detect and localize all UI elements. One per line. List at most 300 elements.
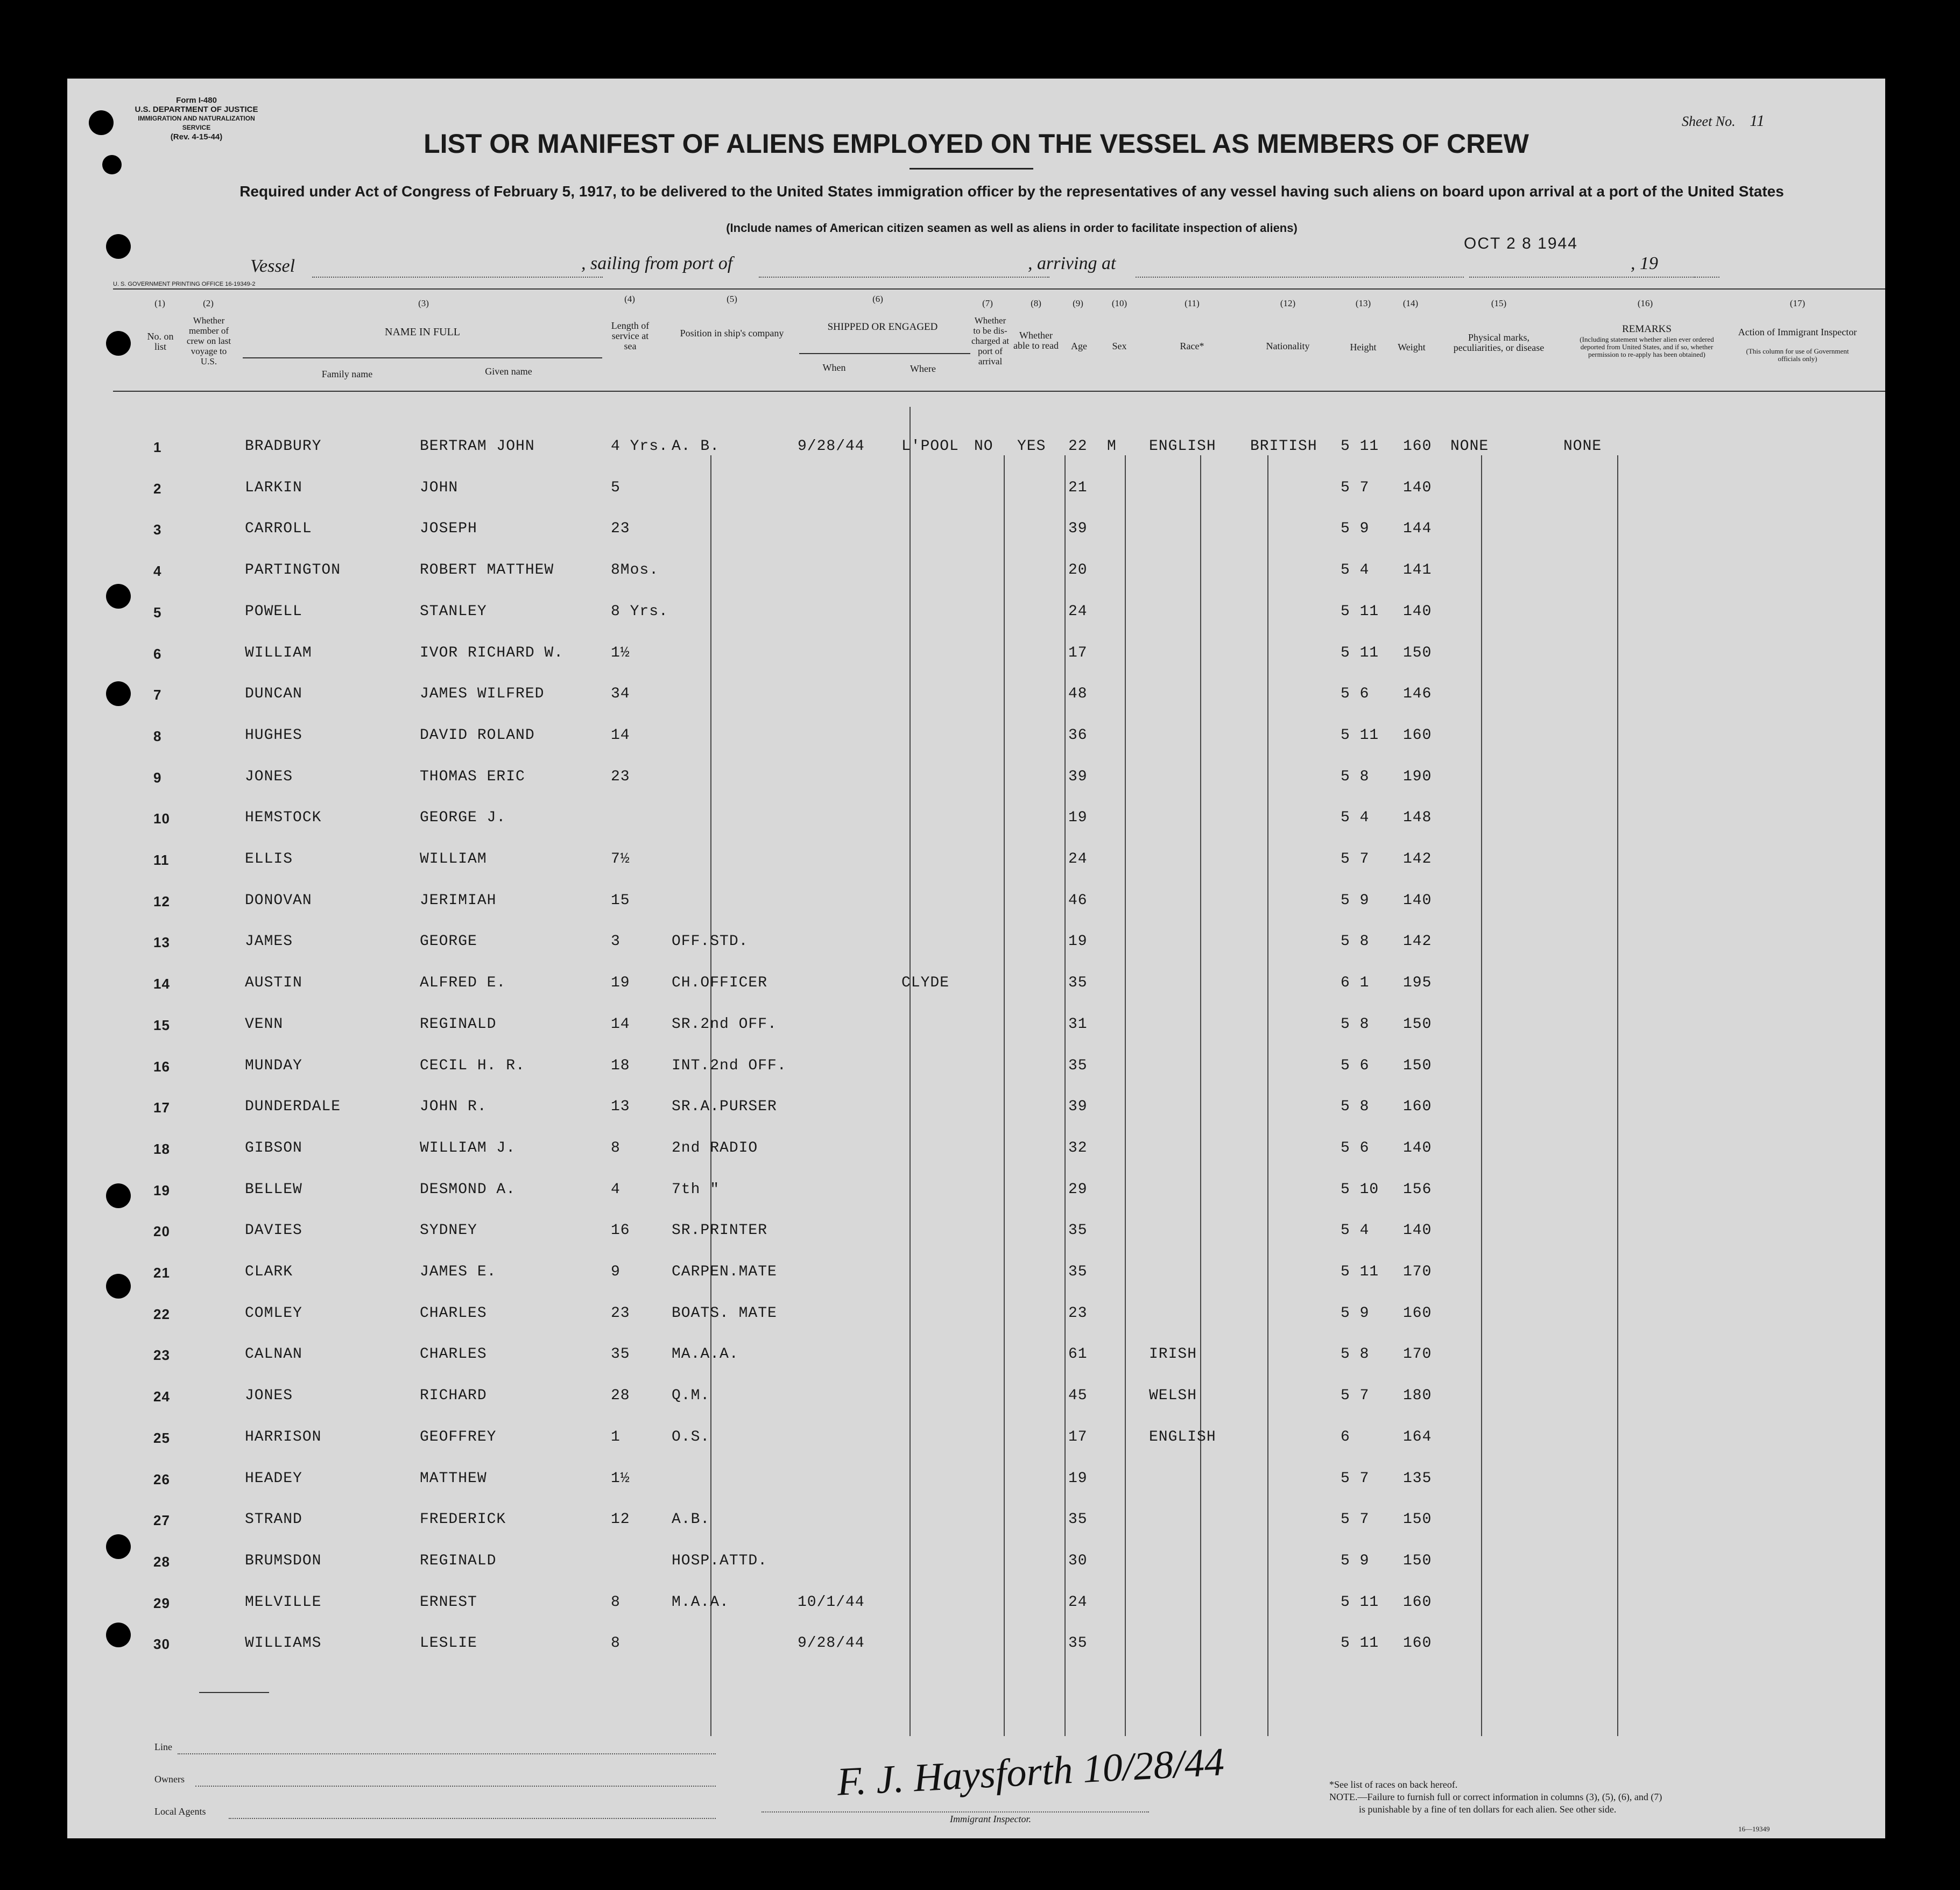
cell-length-of-service: 4	[611, 1181, 621, 1198]
header-race: Race*	[1180, 341, 1204, 351]
cell-position: SR.2nd OFF.	[672, 1015, 777, 1033]
cell-row-number: 19	[153, 1182, 170, 1198]
note-failure: NOTE.—Failure to furnish full or correct information in columns (3), (5), (6), and (7)	[1329, 1792, 1662, 1802]
cell-weight: 160	[1403, 1593, 1432, 1611]
date-dotted-line	[1469, 277, 1695, 278]
hole	[106, 331, 131, 356]
colnum-14: (14)	[1402, 298, 1419, 308]
cell-row-number: 29	[153, 1595, 170, 1611]
cell-given-name: MATTHEW	[420, 1470, 487, 1487]
cell-family-name: POWELL	[245, 603, 302, 620]
cell-height: 5 9	[1341, 892, 1370, 909]
cell-age: 29	[1068, 1181, 1088, 1198]
hole	[106, 681, 131, 706]
cell-remarks: NONE	[1563, 438, 1602, 455]
cell-family-name: GIBSON	[245, 1139, 302, 1156]
cell-age: 35	[1068, 1264, 1088, 1280]
cell-height: 5 11	[1341, 603, 1379, 620]
cell-age: 21	[1068, 479, 1088, 496]
cell-row-number: 27	[153, 1512, 170, 1529]
cell-given-name: BERTRAM JOHN	[420, 438, 535, 455]
cell-position: HOSP.ATTD.	[672, 1552, 768, 1569]
cell-age: 22	[1068, 438, 1088, 455]
cell-age: 30	[1068, 1552, 1088, 1569]
header-length-of-service: Length of service at sea	[611, 320, 650, 351]
cell-given-name: JERIMIAH	[420, 892, 497, 909]
cell-age: 48	[1068, 686, 1088, 703]
cell-age: 39	[1068, 520, 1088, 538]
date-stamp: OCT 2 8 1944	[1464, 235, 1578, 252]
cell-height: 5 11	[1341, 727, 1379, 744]
cell-row-number: 21	[153, 1265, 170, 1281]
cell-height: 5 11	[1341, 644, 1379, 661]
cell-given-name: ALFRED E.	[420, 975, 506, 992]
cell-row-number: 18	[153, 1140, 170, 1157]
footer-line-label: Line	[154, 1741, 172, 1752]
cell-given-name: STANLEY	[420, 603, 487, 620]
year-label: , 19	[1631, 253, 1658, 273]
cell-length-of-service: 1	[611, 1428, 621, 1445]
cell-family-name: CLARK	[245, 1264, 293, 1280]
cell-weight: 141	[1403, 562, 1432, 579]
cell-age: 32	[1068, 1139, 1088, 1156]
cell-height: 5 11	[1341, 1593, 1379, 1611]
header-able-to-read: Whether able to read	[1013, 330, 1059, 351]
hole	[106, 234, 131, 259]
cell-weight: 156	[1403, 1181, 1432, 1198]
header-remarks-note: (Including statement whether alien ever ordered deported from United States, and if so, whether permission to re-apply has been obtained)	[1580, 335, 1714, 358]
service-name: IMMIGRATION AND NATURALIZATION SERVICE	[138, 115, 255, 131]
cell-given-name: IVOR RICHARD W.	[420, 644, 564, 661]
cell-given-name: ROBERT MATTHEW	[420, 562, 554, 579]
cell-weight: 160	[1403, 438, 1432, 455]
cell-position: CARPEN.MATE	[672, 1264, 777, 1280]
cell-row-number: 6	[153, 645, 162, 662]
cell-weight: 140	[1403, 892, 1432, 909]
cell-weight: 140	[1403, 1222, 1432, 1239]
cell-row-number: 28	[153, 1553, 170, 1570]
cell-height: 5 6	[1341, 1139, 1370, 1156]
hole	[89, 110, 114, 135]
shipped-header-rule	[799, 353, 970, 354]
cell-length-of-service: 23	[611, 1304, 630, 1322]
year-dotted-line	[1682, 277, 1719, 278]
cell-given-name: JAMES E.	[420, 1264, 497, 1280]
cell-family-name: DUNCAN	[245, 686, 302, 703]
bottom-rule-short	[199, 1692, 269, 1693]
inspector-label: Immigrant Inspector.	[950, 1814, 1031, 1824]
cell-age: 35	[1068, 1057, 1088, 1074]
cell-position: MA.A.A.	[672, 1346, 739, 1363]
header-shipped-or-engaged: SHIPPED OR ENGAGED	[827, 321, 938, 333]
header-when: When	[822, 362, 846, 373]
header-family-name: Family name	[321, 369, 373, 379]
cell-given-name: RICHARD	[420, 1387, 487, 1405]
cell-given-name: GEORGE J.	[420, 809, 506, 827]
cell-position: O.S.	[672, 1428, 710, 1445]
cell-row-number: 8	[153, 728, 162, 744]
colnum-5: (5)	[727, 294, 737, 304]
hole	[106, 1274, 131, 1299]
cell-length-of-service: 8Mos.	[611, 562, 659, 579]
cell-height: 5 8	[1341, 933, 1370, 950]
cell-row-number: 30	[153, 1636, 170, 1653]
cell-age: 24	[1068, 1593, 1088, 1611]
cell-weight: 150	[1403, 1015, 1432, 1033]
cell-row-number: 5	[153, 604, 162, 620]
header-where: Where	[910, 363, 936, 374]
cell-row-number: 22	[153, 1306, 170, 1322]
cell-given-name: JAMES WILFRED	[420, 686, 545, 703]
cell-weight: 160	[1403, 727, 1432, 744]
cell-weight: 150	[1403, 1511, 1432, 1528]
colnum-17: (17)	[1789, 298, 1806, 308]
cell-race: ENGLISH	[1149, 438, 1216, 455]
header-discharged: Whether to be dis-charged at port of arrival	[971, 315, 1010, 366]
cell-family-name: AUSTIN	[245, 975, 302, 992]
cell-shipped-when: 9/28/44	[798, 1635, 865, 1652]
cell-weight: 170	[1403, 1346, 1432, 1363]
cell-weight: 140	[1403, 1139, 1432, 1156]
cell-length-of-service: 35	[611, 1346, 630, 1363]
cell-row-number: 26	[153, 1471, 170, 1487]
colnum-3: (3)	[418, 298, 429, 308]
hole	[106, 1534, 131, 1559]
hole	[106, 584, 131, 609]
cell-given-name: FREDERICK	[420, 1511, 506, 1528]
cell-row-number: 4	[153, 563, 162, 580]
cell-family-name: HARRISON	[245, 1428, 322, 1445]
cell-age: 31	[1068, 1015, 1088, 1033]
cell-row-number: 23	[153, 1347, 170, 1364]
header-remarks: REMARKS	[1622, 323, 1672, 335]
cell-family-name: BRUMSDON	[245, 1552, 322, 1569]
cell-given-name: ERNEST	[420, 1593, 477, 1611]
colnum-12: (12)	[1280, 298, 1296, 308]
cell-family-name: ELLIS	[245, 851, 293, 868]
cell-length-of-service: 8	[611, 1593, 621, 1611]
cell-age: 20	[1068, 562, 1088, 579]
cell-weight: 164	[1403, 1428, 1432, 1445]
cell-age: 39	[1068, 768, 1088, 785]
cell-given-name: WILLIAM	[420, 851, 487, 868]
header-action-note: (This column for use of Government officials only)	[1746, 347, 1849, 363]
cell-position: SR.PRINTER	[672, 1222, 768, 1239]
cell-family-name: JONES	[245, 768, 293, 785]
cell-height: 5 9	[1341, 1304, 1370, 1322]
cell-height: 5 11	[1341, 1635, 1379, 1652]
cell-family-name: DUNDERDALE	[245, 1098, 341, 1116]
cell-row-number: 24	[153, 1388, 170, 1405]
cell-shipped-where: L'POOL	[901, 438, 959, 455]
cell-given-name: LESLIE	[420, 1635, 477, 1652]
cell-height: 5 7	[1341, 1470, 1370, 1487]
cell-weight: 160	[1403, 1098, 1432, 1116]
colnum-9: (9)	[1073, 298, 1083, 308]
cell-length-of-service: 8 Yrs.	[611, 603, 668, 620]
colnum-15: (15)	[1491, 298, 1507, 308]
cell-age: 19	[1068, 809, 1088, 827]
cell-discharged: NO	[974, 438, 993, 455]
cell-length-of-service: 5	[611, 479, 621, 496]
cell-height: 5 4	[1341, 809, 1370, 827]
footer-agents-label: Local Agents	[154, 1806, 206, 1817]
cell-family-name: PARTINGTON	[245, 562, 341, 579]
cell-height: 5 11	[1341, 1264, 1379, 1280]
sailing-label: , sailing from port of	[581, 253, 733, 273]
cell-position: SR.A.PURSER	[672, 1098, 777, 1116]
header-name-in-full: NAME IN FULL	[385, 326, 460, 338]
cell-family-name: HUGHES	[245, 727, 302, 744]
cell-age: 35	[1068, 1222, 1088, 1239]
cell-age: 17	[1068, 644, 1088, 661]
header-age: Age	[1071, 341, 1087, 351]
cell-given-name: CECIL H. R.	[420, 1057, 525, 1074]
cell-given-name: SYDNEY	[420, 1222, 477, 1239]
cell-family-name: MELVILLE	[245, 1593, 322, 1611]
cell-row-number: 14	[153, 976, 170, 992]
cell-family-name: COMLEY	[245, 1304, 302, 1322]
cell-shipped-when: 9/28/44	[798, 438, 865, 455]
cell-weight: 180	[1403, 1387, 1432, 1405]
cell-age: 24	[1068, 603, 1088, 620]
cell-age: 19	[1068, 1470, 1088, 1487]
arriving-label: , arriving at	[1028, 253, 1116, 273]
note-fine: is punishable by a fine of ten dollars for each alien. See other side.	[1359, 1804, 1617, 1815]
sailing-dotted-line	[759, 277, 1049, 278]
cell-length-of-service: 34	[611, 686, 630, 703]
vessel-label: Vessel	[250, 256, 295, 276]
cell-row-number: 16	[153, 1058, 170, 1075]
cell-length-of-service: 14	[611, 1015, 630, 1033]
cell-family-name: VENN	[245, 1015, 284, 1033]
cell-length-of-service: 23	[611, 768, 630, 785]
cell-family-name: JAMES	[245, 933, 293, 950]
sheet-number-label	[1682, 112, 1765, 130]
cell-height: 5 7	[1341, 479, 1370, 496]
signature-line	[762, 1811, 1149, 1813]
cell-position: A.B.	[672, 1511, 710, 1528]
cell-height: 5 10	[1341, 1181, 1379, 1198]
cell-sex: M	[1107, 438, 1117, 455]
cell-position: 2nd RADIO	[672, 1139, 758, 1156]
colnum-16: (16)	[1637, 298, 1653, 308]
cell-length-of-service: 16	[611, 1222, 630, 1239]
header-no-on-list: No. on list	[147, 331, 174, 352]
colnum-13: (13)	[1355, 298, 1371, 308]
header-sex: Sex	[1112, 341, 1127, 351]
cell-length-of-service: 1½	[611, 1470, 630, 1487]
cell-height: 5 4	[1341, 1222, 1370, 1239]
cell-length-of-service: 18	[611, 1057, 630, 1074]
cell-shipped-when: 10/1/44	[798, 1593, 865, 1611]
cell-family-name: DONOVAN	[245, 892, 312, 909]
cell-given-name: DAVID ROLAND	[420, 727, 535, 744]
cell-length-of-service: 1½	[611, 644, 630, 661]
cell-height: 6	[1341, 1428, 1350, 1445]
header-action: Action of Immigrant Inspector	[1738, 327, 1857, 337]
cell-family-name: DAVIES	[245, 1222, 302, 1239]
colnum-1: (1)	[154, 298, 165, 308]
cell-family-name: CARROLL	[245, 520, 312, 538]
cell-height: 6 1	[1341, 975, 1370, 992]
colnum-7: (7)	[982, 298, 993, 308]
cell-race: WELSH	[1149, 1387, 1197, 1405]
cell-able-to-read: YES	[1017, 438, 1046, 455]
cell-age: 23	[1068, 1304, 1088, 1322]
page-title: LIST OR MANIFEST OF ALIENS EMPLOYED ON THE VESSEL AS MEMBERS OF CREW	[424, 129, 1529, 159]
header-nationality: Nationality	[1266, 341, 1310, 351]
cell-family-name: HEADEY	[245, 1470, 302, 1487]
cell-age: 35	[1068, 1511, 1088, 1528]
top-rule	[113, 288, 1885, 290]
cell-weight: 160	[1403, 1304, 1432, 1322]
cell-age: 39	[1068, 1098, 1088, 1116]
hole	[106, 1623, 131, 1647]
cell-weight: 148	[1403, 809, 1432, 827]
cell-family-name: WILLIAM	[245, 644, 312, 661]
colnum-6: (6)	[872, 294, 883, 304]
cell-given-name: JOHN R.	[420, 1098, 487, 1116]
colnum-10: (10)	[1111, 298, 1127, 308]
cell-weight: 140	[1403, 603, 1432, 620]
cell-given-name: GEORGE	[420, 933, 477, 950]
cell-weight: 195	[1403, 975, 1432, 992]
cell-height: 5 7	[1341, 1511, 1370, 1528]
cell-weight: 144	[1403, 520, 1432, 538]
department: U.S. DEPARTMENT OF JUSTICE	[135, 105, 258, 114]
cell-position: INT.2nd OFF.	[672, 1057, 787, 1074]
cell-family-name: LARKIN	[245, 479, 302, 496]
form-code: 16—19349	[1738, 1825, 1770, 1833]
cell-row-number: 1	[153, 439, 162, 455]
cell-given-name: REGINALD	[420, 1552, 497, 1569]
printer-line: U. S. GOVERNMENT PRINTING OFFICE 16-19349-2	[113, 281, 256, 287]
cell-weight: 142	[1403, 851, 1432, 868]
cell-height: 5 7	[1341, 1387, 1370, 1405]
cell-shipped-where: CLYDE	[901, 975, 950, 992]
cell-given-name: JOSEPH	[420, 520, 477, 538]
cell-age: 17	[1068, 1428, 1088, 1445]
cell-length-of-service: 19	[611, 975, 630, 992]
header-given-name: Given name	[485, 366, 532, 377]
cell-height: 5 8	[1341, 768, 1370, 785]
cell-length-of-service: 12	[611, 1511, 630, 1528]
cell-given-name: CHARLES	[420, 1304, 487, 1322]
colnum-2: (2)	[203, 298, 214, 308]
subtitle-act: Required under Act of Congress of February 5, 1917, to be delivered to the United States immigration officer by the representatives of any vessel having such aliens on board upon arrival at a port of the United States	[239, 183, 1784, 200]
cell-weight: 160	[1403, 1635, 1432, 1652]
cell-length-of-service: 13	[611, 1098, 630, 1116]
cell-weight: 190	[1403, 768, 1432, 785]
cell-given-name: DESMOND A.	[420, 1181, 516, 1198]
cell-weight: 170	[1403, 1264, 1432, 1280]
cell-age: 35	[1068, 1635, 1088, 1652]
cell-length-of-service: 8	[611, 1139, 621, 1156]
inspector-signature: F. J. Haysforth 10/28/44	[836, 1740, 1225, 1804]
cell-length-of-service: 9	[611, 1264, 621, 1280]
cell-position: OFF.STD.	[672, 933, 749, 950]
cell-height: 5 9	[1341, 520, 1370, 538]
footer-owners-dotted	[195, 1786, 716, 1787]
cell-height: 5 9	[1341, 1552, 1370, 1569]
cell-height: 5 6	[1341, 1057, 1370, 1074]
header-bottom-rule	[113, 391, 1885, 392]
cell-race: ENGLISH	[1149, 1428, 1216, 1445]
cell-weight: 150	[1403, 1552, 1432, 1569]
cell-weight: 150	[1403, 644, 1432, 661]
cell-family-name: STRAND	[245, 1511, 302, 1528]
cell-age: 61	[1068, 1346, 1088, 1363]
cell-weight: 135	[1403, 1470, 1432, 1487]
manifest-sheet	[67, 79, 1885, 1838]
cell-position: 7th "	[672, 1181, 720, 1198]
footer-line-dotted	[178, 1753, 716, 1754]
cell-family-name: BRADBURY	[245, 438, 322, 455]
cell-given-name: REGINALD	[420, 1015, 497, 1033]
form-number: Form I-480	[176, 96, 217, 105]
sheet-number: 11	[1750, 112, 1765, 130]
cell-family-name: JONES	[245, 1387, 293, 1405]
hole	[102, 155, 122, 174]
cell-row-number: 25	[153, 1429, 170, 1446]
cell-row-number: 11	[153, 852, 170, 868]
name-header-rule	[243, 357, 602, 358]
cell-length-of-service: 4 Yrs.	[611, 438, 668, 455]
cell-age: 35	[1068, 975, 1088, 992]
cell-age: 36	[1068, 727, 1088, 744]
cell-position: M.A.A.	[672, 1593, 729, 1611]
cell-row-number: 10	[153, 810, 170, 827]
footer-agents-dotted	[229, 1818, 716, 1819]
cell-height: 5 8	[1341, 1098, 1370, 1116]
cell-age: 46	[1068, 892, 1088, 909]
cell-height: 5 7	[1341, 851, 1370, 868]
cell-length-of-service: 8	[611, 1635, 621, 1652]
cell-row-number: 13	[153, 934, 170, 951]
title-underline	[910, 168, 1033, 170]
cell-row-number: 2	[153, 480, 162, 497]
cell-given-name: CHARLES	[420, 1346, 487, 1363]
cell-position: Q.M.	[672, 1387, 710, 1405]
cell-length-of-service: 15	[611, 892, 630, 909]
cell-height: 5 8	[1341, 1015, 1370, 1033]
cell-weight: 140	[1403, 479, 1432, 496]
header-position: Position in ship's company	[680, 328, 784, 338]
header-physical-marks: Physical marks, peculiarities, or disease	[1453, 332, 1545, 353]
cell-age: 45	[1068, 1387, 1088, 1405]
cell-age: 24	[1068, 851, 1088, 868]
cell-length-of-service: 28	[611, 1387, 630, 1405]
cell-position: CH.OFFICER	[672, 975, 768, 992]
cell-weight: 146	[1403, 686, 1432, 703]
footer-owners-label: Owners	[154, 1774, 185, 1785]
colnum-8: (8)	[1031, 298, 1041, 308]
colnum-11: (11)	[1185, 298, 1200, 308]
cell-family-name: HEMSTOCK	[245, 809, 322, 827]
cell-row-number: 20	[153, 1223, 170, 1240]
subtitle-include: (Include names of American citizen seamen as well as aliens in order to facilitate inspection of aliens)	[726, 221, 1298, 235]
cell-position: BOATS. MATE	[672, 1304, 777, 1322]
cell-family-name: CALNAN	[245, 1346, 302, 1363]
cell-height: 5 6	[1341, 686, 1370, 703]
cell-length-of-service: 23	[611, 520, 630, 538]
cell-physical-marks: NONE	[1450, 438, 1489, 455]
revision: (Rev. 4-15-44)	[170, 132, 223, 142]
cell-given-name: JOHN	[420, 479, 459, 496]
cell-family-name: MUNDAY	[245, 1057, 302, 1074]
note-races: *See list of races on back hereof.	[1329, 1779, 1458, 1790]
